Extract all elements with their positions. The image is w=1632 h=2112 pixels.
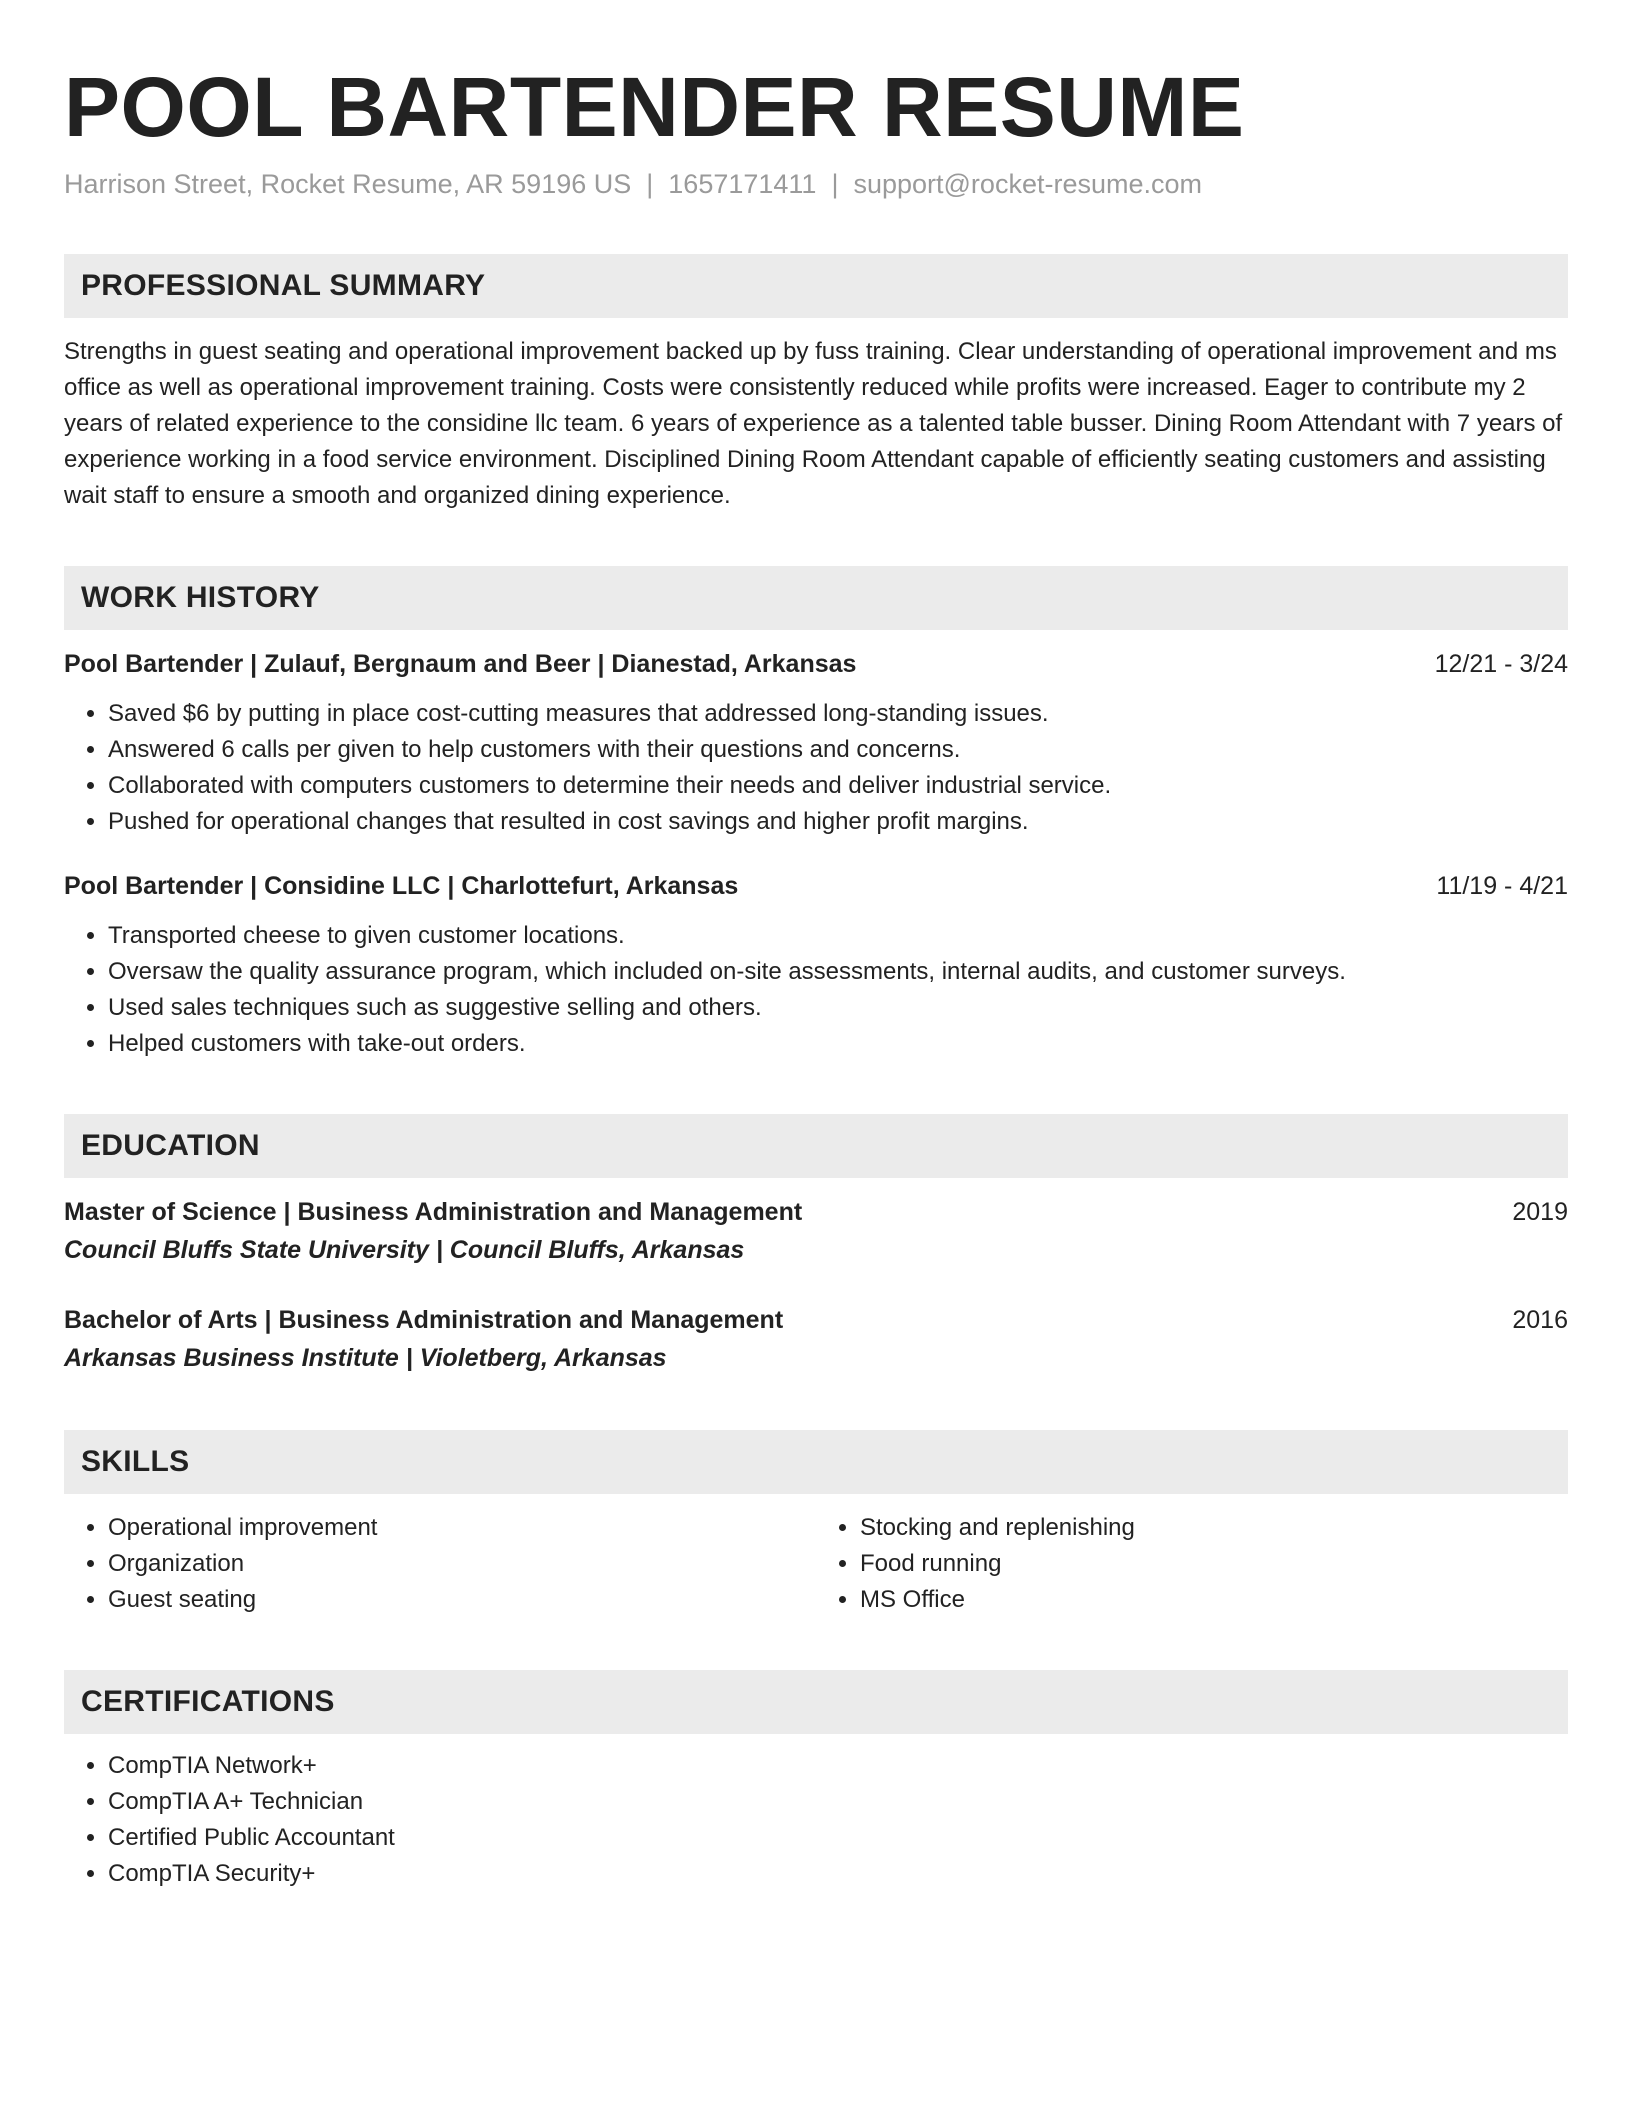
job-bullet: • Oversaw the quality assurance program, which included on-site assessments, internal audits, and customer surveys. xyxy=(108,954,1568,990)
job-bullet: • Saved $6 by putting in place cost-cutting measures that addressed long-standing issues. xyxy=(108,696,1568,732)
contact-line xyxy=(64,166,1568,202)
job-title: Pool Bartender | Zulauf, Bergnaum and Beer | Dianestad, Arkansas xyxy=(64,650,857,678)
certification-item: • Certified Public Accountant xyxy=(108,1820,1568,1856)
job-entry xyxy=(64,868,1568,1062)
section-heading-work-history: WORK HISTORY xyxy=(64,566,1568,630)
education-degree: Master of Science | Business Administration and Management xyxy=(64,1198,803,1226)
education-degree: Bachelor of Arts | Business Administration and Management xyxy=(64,1306,784,1334)
section-heading-skills: SKILLS xyxy=(64,1430,1568,1494)
job-header xyxy=(64,646,1568,682)
job-bullets xyxy=(64,918,1568,1062)
contact-separator: | xyxy=(646,169,654,199)
job-bullets xyxy=(64,696,1568,840)
job-bullet: • Helped customers with take-out orders. xyxy=(108,1026,1568,1062)
contact-address: Harrison Street, Rocket Resume, AR 59196 US xyxy=(64,169,632,199)
resume-title: POOL BARTENDER RESUME xyxy=(64,60,1245,154)
skill-item: • MS Office xyxy=(860,1582,1568,1618)
education-entry xyxy=(64,1194,1568,1270)
certifications-list xyxy=(64,1748,1568,1892)
job-entry xyxy=(64,646,1568,840)
job-title: Pool Bartender | Considine LLC | Charlottefurt, Arkansas xyxy=(64,872,739,900)
job-bullet: • Used sales techniques such as suggestive selling and others. xyxy=(108,990,1568,1026)
contact-phone: 1657171411 xyxy=(668,169,817,199)
job-bullet: • Pushed for operational changes that resulted in cost savings and higher profit margins. xyxy=(108,804,1568,840)
education-year: 2019 xyxy=(1512,1198,1568,1226)
skills-column-right xyxy=(816,1510,1568,1618)
education-header xyxy=(64,1302,1568,1338)
education-entry xyxy=(64,1302,1568,1378)
contact-email: support@rocket-resume.com xyxy=(853,169,1202,199)
skills-column-left xyxy=(64,1510,816,1618)
job-dates: 12/21 - 3/24 xyxy=(1434,650,1568,678)
job-bullet: • Transported cheese to given customer locations. xyxy=(108,918,1568,954)
skill-item: • Stocking and replenishing xyxy=(860,1510,1568,1546)
job-bullet: • Collaborated with computers customers to determine their needs and deliver industrial service. xyxy=(108,768,1568,804)
certification-item: • CompTIA A+ Technician xyxy=(108,1784,1568,1820)
skills-grid xyxy=(64,1510,1568,1618)
skill-item: • Organization xyxy=(108,1546,816,1582)
job-bullet: • Answered 6 calls per given to help customers with their questions and concerns. xyxy=(108,732,1568,768)
job-header xyxy=(64,868,1568,904)
education-school: Arkansas Business Institute | Violetberg, Arkansas xyxy=(64,1344,667,1372)
skill-item: • Guest seating xyxy=(108,1582,816,1618)
section-heading-education: EDUCATION xyxy=(64,1114,1568,1178)
job-dates: 11/19 - 4/21 xyxy=(1436,872,1568,900)
education-header xyxy=(64,1194,1568,1230)
certification-item: • CompTIA Security+ xyxy=(108,1856,1568,1892)
section-heading-certifications: CERTIFICATIONS xyxy=(64,1670,1568,1734)
education-school: Council Bluffs State University | Council Bluffs, Arkansas xyxy=(64,1236,745,1264)
skill-item: • Food running xyxy=(860,1546,1568,1582)
education-year: 2016 xyxy=(1512,1306,1568,1334)
section-heading-summary: PROFESSIONAL SUMMARY xyxy=(64,254,1568,318)
summary-text: Strengths in guest seating and operational improvement backed up by fuss training. Clear understanding of operational improvement and ms office as well as operational improvement training. Costs were consistently reduced while profits were increased. Eager to contribute my 2 years of related experience to the considine llc team. 6 years of experience as a talented table busser. Dining Room Attendant with 7 years of experience working in a food service environment. Disciplined Dining Room Attendant capable of efficiently seating customers and assisting wait staff to ensure a smooth and organized dining experience. xyxy=(64,338,1563,509)
skill-item: • Operational improvement xyxy=(108,1510,816,1546)
certification-item: • CompTIA Network+ xyxy=(108,1748,1568,1784)
contact-separator: | xyxy=(831,169,839,199)
